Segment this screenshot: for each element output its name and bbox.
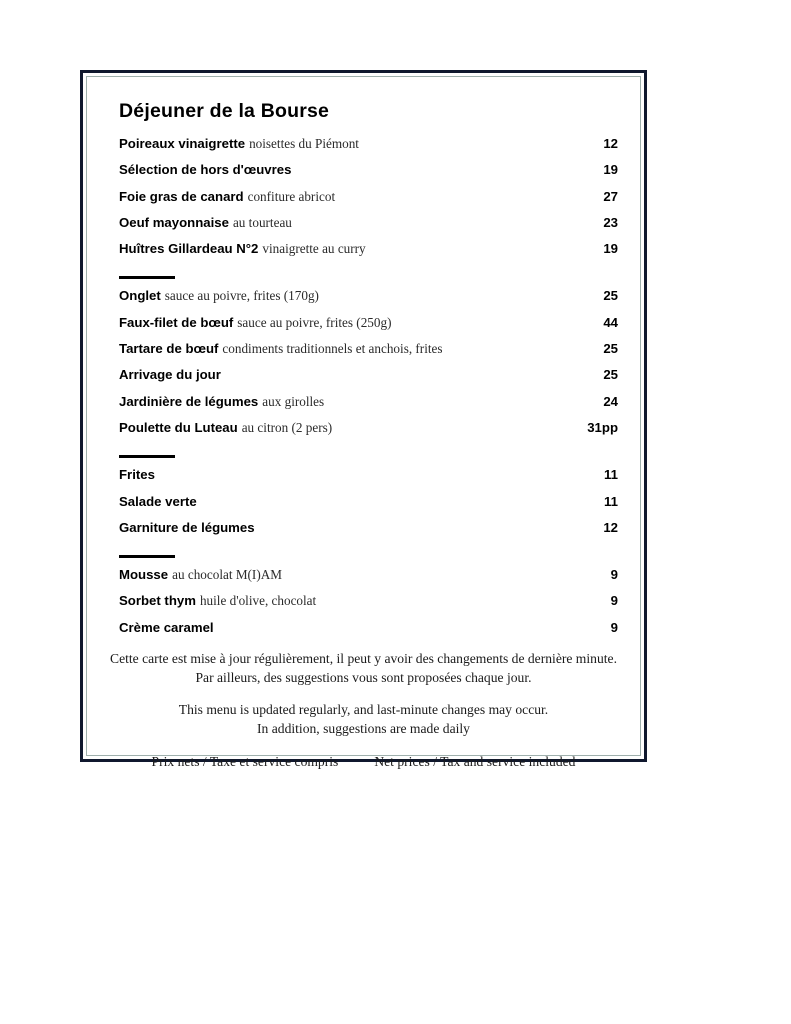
menu-item-price: 9 [610,593,618,609]
menu-item-row [119,162,618,188]
menu-item-description: confiture abricot [247,188,336,204]
menu-item-price: 19 [603,241,618,257]
menu-item-name: Jardinière de légumes [119,393,259,409]
menu-item-description: sauce au poivre, frites (170g) [164,288,319,304]
footer-french-line-2: Par ailleurs, des suggestions vous sont proposées chaque jour. [195,670,532,686]
menu-item-text [119,315,556,331]
menu-item-text [119,520,556,536]
menu-item-name: Arrivage du jour [119,367,221,383]
menu-item-description: huile d'olive, chocolat [199,593,317,609]
footer-french-line-1: Cette carte est mise à jour régulièrement, il peut y avoir des changements de dernière minute. [110,651,617,667]
menu-item-row [119,288,618,314]
menu-item-text [119,189,556,205]
menu-item-name: Faux-filet de bœuf [119,314,234,330]
menu-item-row [119,593,618,619]
menu-item-name: Tartare de bœuf [119,341,219,357]
menu-item-price: 19 [603,162,618,178]
menu-item-description: aux girolles [262,393,325,409]
menu-item-text [119,467,556,483]
menu-item-name: Crème caramel [119,619,214,635]
menu-item-price: 9 [610,567,618,583]
menu-item-row [119,467,618,493]
menu-item-price: 25 [603,341,618,357]
menu-item-price: 31pp [587,419,618,435]
menu-item-row [119,520,618,546]
menu-item-description: vinaigrette au curry [262,241,366,257]
menu-section-mains [109,276,618,446]
menu-footer [109,649,618,770]
menu-item-name: Huîtres Gillardeau N°2 [119,241,259,257]
menu-item-text [119,593,556,609]
menu-item-price: 44 [603,314,618,330]
menu-item-row [119,215,618,241]
menu-item-price: 23 [603,214,618,230]
menu-item-description: au chocolat M(I)AM [172,567,282,583]
menu-item-price: 9 [610,619,618,635]
menu-item-row [119,567,618,593]
menu-item-description: condiments traditionnels et anchois, frites [222,341,443,357]
menu-item-name: Garniture de légumes [119,519,255,535]
menu-item-name: Onglet [119,288,161,304]
menu-item-row [119,394,618,420]
menu-item-price: 12 [603,136,618,151]
footer-spacer [109,687,618,700]
menu-card-inner [86,76,641,770]
footer-english [109,700,618,738]
menu-item-price: 12 [603,519,618,535]
menu-section-starters [109,136,618,267]
menu-item-name: Poireaux vinaigrette [119,136,246,151]
menu-item-text [119,367,556,383]
menu-item-price: 11 [604,467,618,483]
menu-item-row [119,494,618,520]
menu-sections [109,136,618,646]
menu-item-name: Mousse [119,567,169,583]
menu-item-text [119,494,556,510]
menu-item-description: sauce au poivre, frites (250g) [237,314,392,330]
menu-item-text [119,394,556,410]
menu-item-row [119,189,618,215]
menu-item-name: Salade verte [119,493,197,509]
footer-french [109,649,618,687]
page-title: Déjeuner de la Bourse [119,100,330,122]
menu-item-price: 25 [603,367,618,383]
menu-card [80,70,647,770]
menu-item-row [119,136,618,162]
footer-english-line-1: This menu is updated regularly, and last-minute changes may occur. [178,702,549,718]
menu-item-row [119,620,618,646]
menu-item-name: Sélection de hors d'œuvres [119,162,292,178]
menu-item-text [119,215,556,231]
menu-item-text [119,241,556,257]
menu-item-text [119,620,556,636]
menu-item-price: 25 [603,288,618,304]
menu-item-text [119,341,556,357]
menu-item-row [119,367,618,393]
menu-item-name: Oeuf mayonnaise [119,214,229,230]
menu-item-name: Sorbet thym [119,593,196,609]
menu-item-price: 27 [603,188,618,204]
menu-section-sides [109,455,618,546]
menu-item-text [119,162,556,178]
menu-item-description: au tourteau [232,214,292,230]
menu-item-name: Frites [119,467,155,483]
menu-item-description: noisettes du Piémont [249,136,359,151]
section-divider [119,276,175,279]
menu-item-price: 24 [603,393,618,409]
menu-section-desserts [109,555,618,646]
menu-item-row [119,315,618,341]
menu-item-row [119,241,618,267]
legal-note-english: Net prices / Tax and service included [374,754,576,770]
section-divider [119,555,175,558]
menu-item-row [119,341,618,367]
footer-legal [109,754,618,770]
footer-english-line-2: In addition, suggestions are made daily [257,721,470,737]
menu-item-text [119,136,556,152]
menu-item-name: Foie gras de canard [119,188,244,204]
section-divider [119,455,175,458]
legal-note-french: Prix nets / Taxe et service compris [151,754,339,770]
menu-item-row [119,420,618,446]
menu-item-text [119,288,556,304]
menu-item-text [119,420,556,436]
menu-item-text [119,567,556,583]
menu-item-price: 11 [604,493,618,509]
menu-item-description: au citron (2 pers) [241,419,333,435]
menu-item-name: Poulette du Luteau [119,419,238,435]
